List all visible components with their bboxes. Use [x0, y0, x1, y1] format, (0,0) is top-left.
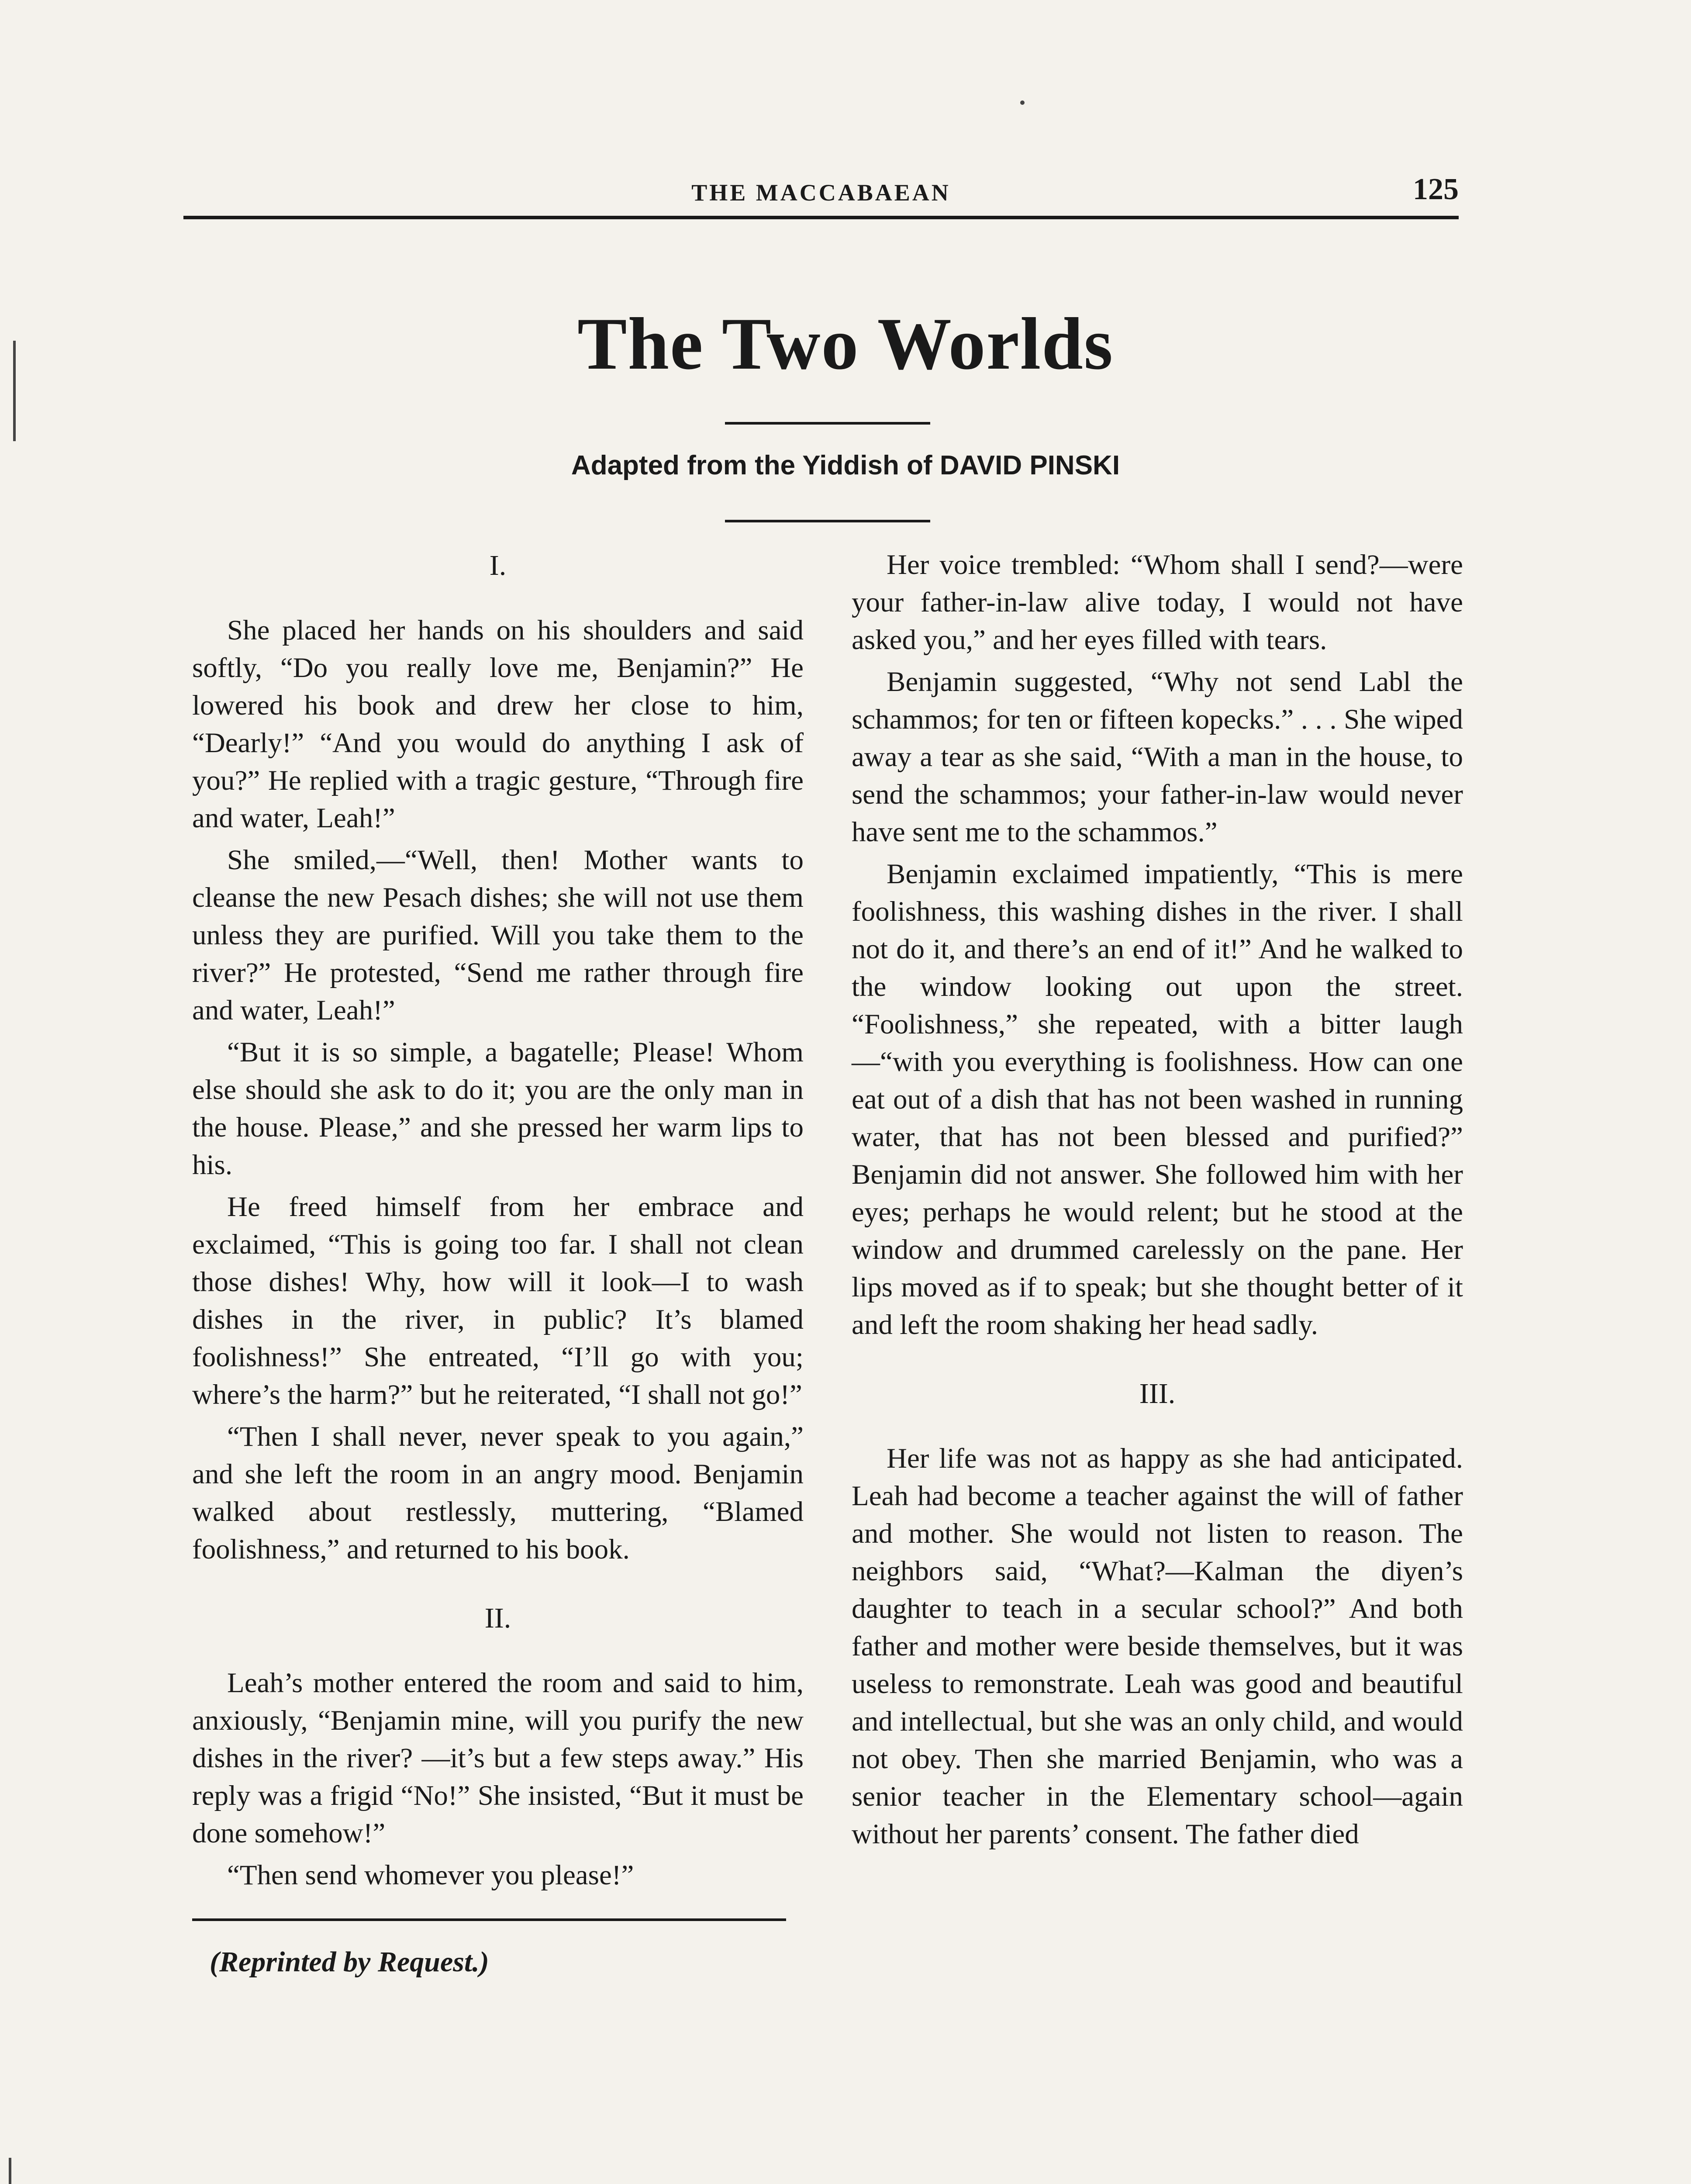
header-rule	[183, 216, 1459, 219]
page-number: 125	[1413, 173, 1459, 206]
paragraph: Benjamin suggested, “Why not send Labl the schammos; for ten or fifteen kopecks.” . . . She wiped away a tear as she said, “With a man in the house, to send the schammos; your father-in-law would never have sent me to the schammos.”	[852, 666, 1463, 848]
article-title: The Two Worlds	[577, 303, 1114, 385]
paragraph: She smiled,—“Well, then! Mother wants to cleanse the new Pesach dishes; she will not use them unless they are purified. Will you take them to the river?” He protested, “Send me rather through fire and water, Leah!”	[192, 844, 804, 1026]
journal-name: THE MACCABAEAN	[691, 180, 951, 206]
paragraph: “Then I shall never, never speak to you again,” and she left the room in an angry mood. Benjamin walked about restlessly, muttering, “Blamed foolishness,” and returned to his book.	[192, 1421, 804, 1565]
byline-rule	[725, 520, 930, 522]
paragraph: Benjamin exclaimed impatiently, “This is mere foolishness, this washing dishes in the river. I shall not do it, and there’s an end of it!” And he walked to the window looking out upon the street. “Foolishness,” she repeated, with a bitter laugh—“with you everything is foolishness. How can one eat out of a dish that has not been washed in running water, that has not been blessed and purified?” Benjamin did not answer. She followed him with her eyes; perhaps he would relent; but he stood at the window and drummed carelessly on the pane. Her lips moved as if to speak; but she thought better of it and left the room shaking her head sadly.	[852, 858, 1463, 1341]
paragraph: “Then send whomever you please!”	[227, 1859, 634, 1891]
section-heading-1: I.	[489, 549, 507, 581]
paragraph: “But it is so simple, a bagatelle; Please! Whom else should she ask to do it; you are the only man in the house. Please,” and she pressed her warm lips to his.	[192, 1037, 804, 1181]
footnote-rule	[192, 1918, 786, 1921]
paragraph: Her voice trembled: “Whom shall I send?—were your father-in-law alive today, I would not have asked you,” and her eyes filled with tears.	[852, 549, 1463, 656]
reprint-note: (Reprinted by Request.)	[210, 1946, 489, 1978]
paragraph: Leah’s mother entered the room and said to him, anxiously, “Benjamin mine, will you purify the new dishes in the river? —it’s but a few steps away.” His reply was a frigid “No!” She insisted, “But it must be done somehow!”	[192, 1667, 804, 1849]
article-byline: Adapted from the Yiddish of DAVID PINSKI	[571, 450, 1120, 480]
title-rule	[725, 422, 930, 425]
scan-speck	[9, 2158, 11, 2184]
right-column	[852, 546, 1463, 1853]
paragraph: She placed her hands on his shoulders and said softly, “Do you really love me, Benjamin?” He lowered his book and drew her close to him, “Dearly!” “And you would do anything I ask of you?” He replied with a tragic gesture, “Through fire and water, Leah!”	[192, 615, 804, 834]
scan-speck	[13, 341, 16, 441]
left-column	[192, 546, 804, 1979]
paragraph: Her life was not as happy as she had anticipated. Leah had become a teacher against the will of father and mother. She would not listen to reason. The neighbors said, “What?—Kalman the diyen’s daughter to teach in a secular school?” And both father and mother were beside themselves, but it was useless to remonstrate. Leah was good and beautiful and intellectual, but she was an only child, and would not obey. Then she married Benjamin, who was a senior teacher in the Elementary school—again without her parents’ consent. The father died	[852, 1443, 1463, 1850]
section-heading-2: II.	[484, 1602, 511, 1634]
section-heading-3: III.	[1139, 1378, 1176, 1410]
scan-speck	[1020, 100, 1025, 105]
running-head	[183, 175, 1459, 210]
paragraph: He freed himself from her embrace and exclaimed, “This is going too far. I shall not clean those dishes! Why, how will it look—I to wash dishes in the river, in public? It’s blamed foolishness!” She entreated, “I’ll go with you; where’s the harm?” but he reiterated, “I shall not go!”	[192, 1191, 804, 1410]
